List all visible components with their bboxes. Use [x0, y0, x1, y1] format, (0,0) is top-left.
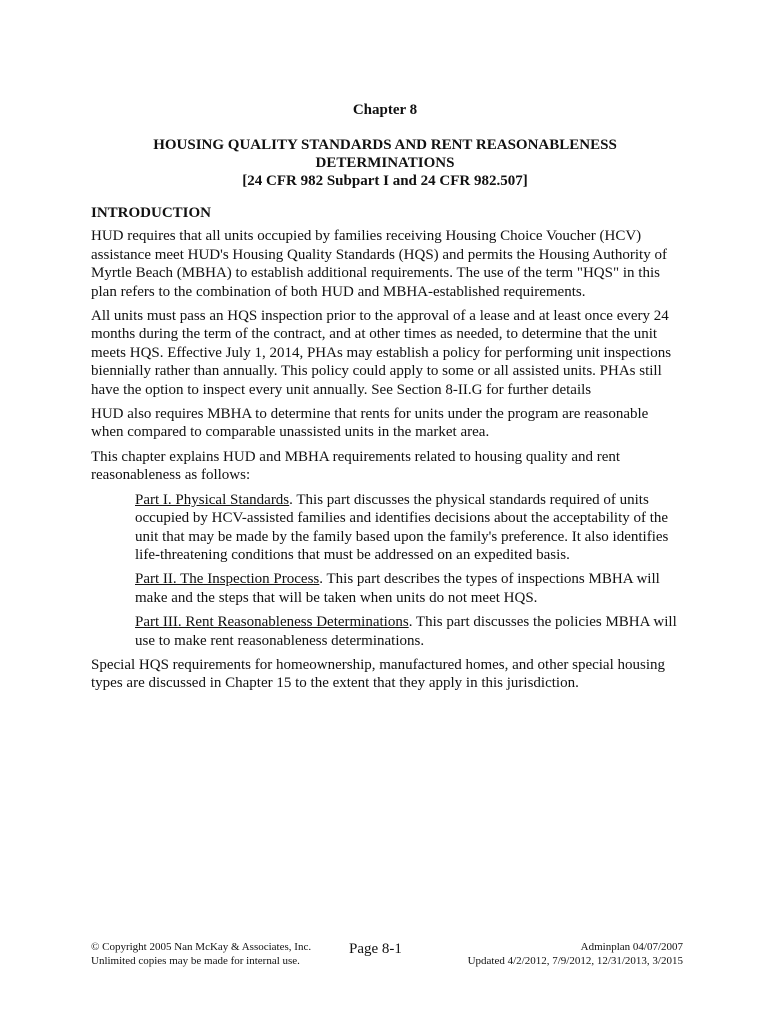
part-i-label: Part I. Physical Standards	[135, 491, 290, 508]
document-body	[91, 204, 683, 699]
copies-text: Unlimited copies may be made for internal use.	[91, 955, 300, 967]
title-line-1: HOUSING QUALITY STANDARDS AND RENT REASONABLENESS	[153, 137, 617, 153]
page-number: Page 8-1	[349, 941, 402, 957]
paragraph-2: All units must pass an HQS inspection prior to the approval of a lease and at least once every 24 months during the term of the contract, and at other times as needed, to determine that the unit meets HQS. Effective July 1, 2014, PHAs may establish a policy for performing unit inspections biennially rather than annually. This policy could apply to some or all assisted units. PHAs still have the option to inspect every unit annually. See Section 8-II.G for further details	[91, 308, 672, 398]
title-line-2: DETERMINATIONS	[315, 155, 455, 171]
part-ii-text: . This part describes the types of inspections MBHA will make and the steps that will be taken when units do not meet HQS.	[135, 571, 660, 606]
paragraph-3: HUD also requires MBHA to determine that rents for units under the program are reasonable when compared to comparable unassisted units in the market area.	[91, 406, 649, 441]
chapter-label: Chapter 8	[352, 102, 418, 118]
part-i-text: . This part discusses the physical standards required of units occupied by HCV-assisted families and identifies decisions about the acceptability of the unit that may be made by the family based upon the family's preference. It also identifies life-threatening conditions that must be addressed on an expedited basis.	[135, 491, 669, 563]
updated-dates: Updated 4/2/2012, 7/9/2012, 12/31/2013, 3/2015	[467, 955, 683, 967]
paragraph-1: HUD requires that all units occupied by families receiving Housing Choice Voucher (HCV) assistance meet HUD's Housing Quality Standards (HQS) and permits the Housing Authority of Myrtle Beach (MBHA) to establish additional requirements. The use of the term "HQS" in this plan refers to the combination of both HUD and MBHA-established requirements.	[91, 228, 667, 300]
copyright-text: © Copyright 2005 Nan McKay & Associates, Inc.	[91, 941, 312, 953]
part-item	[135, 491, 683, 565]
footer-left	[91, 940, 311, 968]
part-item	[135, 570, 683, 607]
adminplan-date: Adminplan 04/07/2007	[580, 941, 683, 953]
paragraph-4: This chapter explains HUD and MBHA requirements related to housing quality and rent reasonableness as follows:	[91, 448, 621, 484]
cfr-reference: [24 CFR 982 Subpart I and 24 CFR 982.507]	[242, 173, 528, 189]
section-heading: INTRODUCTION	[91, 205, 212, 221]
part-ii-label: Part II. The Inspection Process	[135, 571, 320, 588]
footer-right	[468, 940, 683, 968]
page-footer	[91, 940, 683, 980]
part-iii-label: Part III. Rent Reasonableness Determinations	[135, 614, 409, 631]
paragraph-5: Special HQS requirements for homeownership, manufactured homes, and other special housing types are discussed in Chapter 15 to the extent that they apply in this jurisdiction.	[91, 656, 666, 692]
part-item	[135, 613, 683, 650]
chapter-title	[150, 136, 620, 190]
part-iii-text: . This part discusses the policies MBHA will use to make rent reasonableness determinations.	[135, 614, 677, 649]
